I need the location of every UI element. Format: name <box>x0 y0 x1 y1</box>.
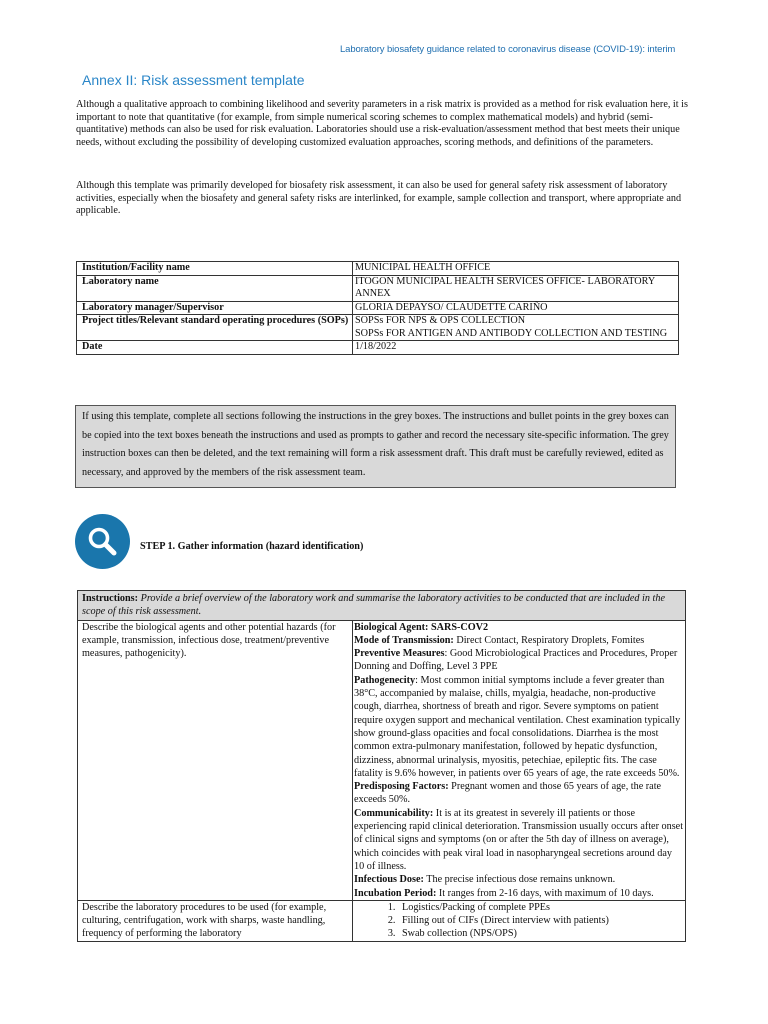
preventive-label: Preventive Measures <box>354 648 445 660</box>
institution-value[interactable]: MUNICIPAL HEALTH OFFICE <box>353 262 679 276</box>
procedures-response[interactable] <box>353 900 686 941</box>
step-1-badge <box>75 514 130 569</box>
transmission-text: Direct Contact, Respiratory Droplets, Fomites <box>453 634 645 646</box>
list-item: 2. Filling out of CIFs (Direct interview with patients) <box>398 914 684 927</box>
date-value[interactable]: 1/18/2022 <box>353 341 679 355</box>
agent-line: Biological Agent: SARS-COV2 <box>354 621 489 633</box>
table-row <box>77 262 679 276</box>
annex-title: Annex II: Risk assessment template <box>82 72 305 88</box>
preventive-line <box>354 647 684 674</box>
laboratory-value[interactable]: ITOGON MUNICIPAL HEALTH SERVICES OFFICE- LABORATORY ANNEX <box>353 275 679 301</box>
agents-prompt: Describe the biological agents and other potential hazards (for example, transmission, infectious dose, treatment/preventive measures, pathogenicity). <box>78 620 353 900</box>
running-header: Laboratory biosafety guidance related to coronavirus disease (COVID-19): interim <box>340 44 676 55</box>
manager-label: Laboratory manager/Supervisor <box>77 301 353 315</box>
preventive-text: : Good Microbiological Practices and Procedures, Proper Donning and Doffing, Level 3 PPE <box>354 648 678 673</box>
hazard-identification-table <box>77 590 686 942</box>
communicability-label: Communicability: <box>354 807 434 819</box>
magnifier-icon <box>86 525 119 558</box>
list-item: 1. Logistics/Packing of complete PPEs <box>398 901 684 914</box>
table-row <box>77 275 679 301</box>
table-row <box>77 301 679 315</box>
dose-label: Infectious Dose: <box>354 874 424 886</box>
manager-value[interactable]: GLORIA DEPAYSO/ CLAUDETTE CARIÑO <box>353 301 679 315</box>
instructions-cell <box>78 591 686 621</box>
communicability-text: It is at its greatest in severely ill patients or those experiencing rapid clinical deterioration. Transmission usually occurs after onset of clinical signs and symptoms (on or after the 5th day of illness on average), which coincides with peak viral load in nasopharyngeal secretions around day 10 of illness. <box>354 807 684 872</box>
instructions-row <box>78 591 686 621</box>
procedures-list <box>354 901 684 941</box>
table-row <box>77 341 679 355</box>
project-value-line-1: SOPSs FOR NPS & OPS COLLECTION <box>355 315 526 326</box>
instructions-grey-box: If using this template, complete all sections following the instructions in the grey boxes. The instructions and bullet points in the grey boxes can be copied into the text boxes beneath the instructions and used as prompts to gather and record the necessary site-specific information. The grey instruction boxes can then be deleted, and the text remaining will form a risk assessment draft. This draft must be carefully reviewed, edited as necessary, and approved by the members of the risk assessment team. <box>75 405 676 488</box>
incubation-line <box>354 887 684 900</box>
intro-paragraph-1: Although a qualitative approach to combining likelihood and severity parameters in a risk matrix is provided as a method for risk evaluation here, it is important to note that quantitative (for example, from simple numerical scoring schemes to complex mathematical models) and hybrid (semi-quantitative) methods can also be used for risk evaluation. Laboratories should use a risk-evaluation/assessment method that best meets their unique needs, without excluding the possibility of developing customized evaluation approaches, scoring methods, and definitions of the parameters. <box>76 99 688 149</box>
instructions-label: Instructions: <box>82 593 139 604</box>
institution-label: Institution/Facility name <box>77 262 353 276</box>
list-item: 3. Swab collection (NPS/OPS) <box>398 927 684 940</box>
project-value[interactable] <box>353 315 679 341</box>
procedures-prompt: Describe the laboratory procedures to be used (for example, culturing, centrifugation, work with sharps, waste handling, frequency of performing the laboratory <box>78 900 353 941</box>
facility-info-table <box>76 261 679 355</box>
instructions-text: Provide a brief overview of the laboratory work and summarise the laboratory activities to be conducted that are included in the scope of this risk assessment. <box>82 593 665 618</box>
incubation-text: It ranges from 2-16 days, with maximum of 10 days. <box>436 887 654 899</box>
predisposing-text: Pregnant women and those 65 years of age, the rate exceeds 50%. <box>354 781 662 806</box>
dose-line <box>354 873 684 886</box>
pathogenicity-label: Pathogenecity <box>354 674 416 686</box>
laboratory-label: Laboratory name <box>77 275 353 301</box>
transmission-label: Mode of Transmission: <box>354 634 454 646</box>
communicability-line <box>354 807 684 873</box>
table-row <box>77 315 679 341</box>
intro-paragraph-2: Although this template was primarily developed for biosafety risk assessment, it can also be used for general safety risk assessment of laboratory activities, especially when the biosafety and general safety risks are interlinked, for example, sample collection and transport, where appropriate and applicable. <box>76 180 682 217</box>
project-label: Project titles/Relevant standard operating procedures (SOPs) <box>77 315 353 341</box>
transmission-line <box>354 634 684 647</box>
date-label: Date <box>77 341 353 355</box>
pathogenicity-line <box>354 674 684 780</box>
dose-text: The precise infectious dose remains unknown. <box>423 874 616 886</box>
predisposing-line <box>354 780 684 807</box>
step-1-title: STEP 1. Gather information (hazard identification) <box>140 541 364 552</box>
incubation-label: Incubation Period: <box>354 887 437 899</box>
predisposing-label: Predisposing Factors: <box>354 781 449 793</box>
agents-response[interactable] <box>353 620 686 900</box>
project-value-line-2: SOPSs FOR ANTIGEN AND ANTIBODY COLLECTION AND TESTING <box>355 327 668 339</box>
table-row <box>78 900 686 941</box>
pathogenicity-text: : Most common initial symptoms include a fever greater than 38°C, accompanied by malaise, chills, myalgia, headache, non-productive cough, diarrhea, shortness of breath and rigor. Severe symptoms on patient require oxygen support and mechanical ventilation. Chest examination typically show ground-glass opacities and focal consolidations. Diarrhea is the most common extra-pulmonary manifestation, followed by hepatic dysfunction, dizziness, abnormal urinalysis, myositis, petechiae, epileptic fits. The case fatality is 9.6% however, in patients over 65 years of age, the rate exceeds 50%. <box>354 674 681 779</box>
table-row <box>78 620 686 900</box>
